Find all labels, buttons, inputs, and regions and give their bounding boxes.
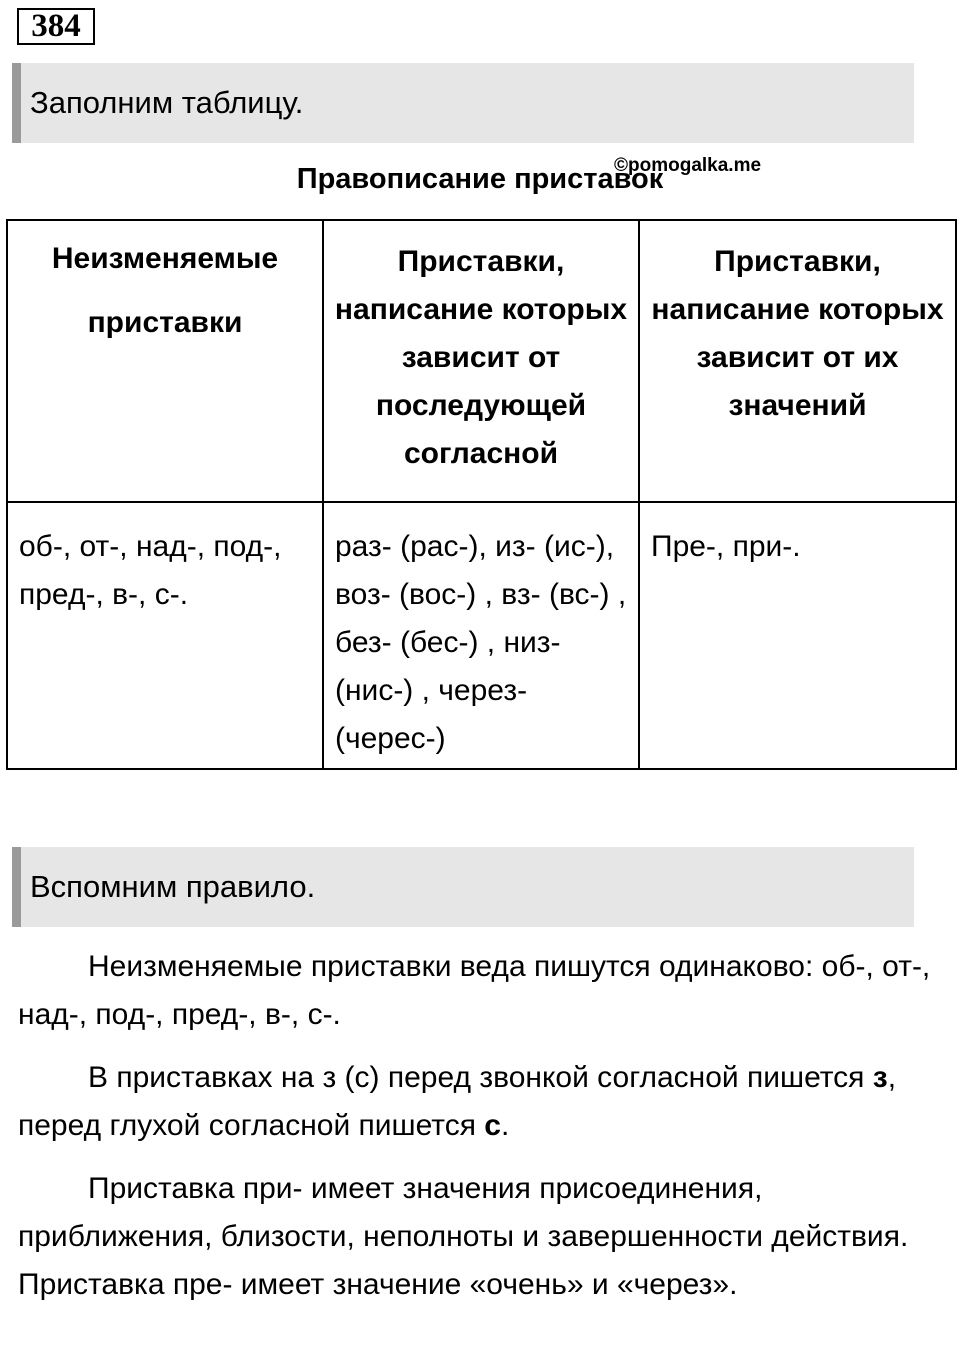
cell-unchangeable: об-, от-, над-, под-, пред-, в-, с-. — [7, 502, 323, 769]
table-title: Правописание приставок — [296, 163, 664, 195]
cell-consonant-dependent: раз- (рас-), из- (ис-), воз- (вос-) , вз- (вс-) , без- (бес-) , низ- (нис-) , через- (черес-) — [323, 502, 639, 769]
rule-text-2c: . — [500, 1109, 510, 1142]
header-unchangeable: Неизменяемые приставки — [7, 220, 323, 502]
watermark: ©pomogalka.me — [614, 155, 762, 176]
header-consonant-dependent: Приставки, написание которых зависит от последующей согласной — [323, 220, 639, 502]
exercise-number: 384 — [17, 8, 95, 45]
table-row — [7, 502, 956, 769]
rule-text-3: Приставка при- имеет значения присоединения, приближения, близости, неполноты и завершенности действия. Приставка пре- имеет значение «очень» и «через». — [18, 1172, 909, 1301]
header-meaning-dependent: Приставки, написание которых зависит от их значений — [639, 220, 956, 502]
rule-paragraph-3 — [18, 1165, 938, 1309]
rule-paragraph-1 — [18, 943, 938, 1039]
cell-meaning-dependent: Пре-, при-. — [639, 502, 956, 769]
bold-letter-s: с — [484, 1109, 501, 1142]
rule-bar: Вспомним правило. — [12, 847, 914, 927]
rule-text-2a: В приставках на з (с) перед звонкой согласной пишется — [88, 1061, 873, 1094]
rule-text-1: Неизменяемые приставки веда пишутся одинаково: об-, от-, над-, под-, пред-, в-, с-. — [18, 950, 931, 1031]
table-header-row — [7, 220, 956, 502]
intro-bar: Заполним таблицу. — [12, 63, 914, 143]
prefix-table — [6, 219, 957, 770]
rule-text-2b: , перед глухой согласной пишется — [18, 1061, 897, 1142]
bold-letter-z: з — [872, 1061, 888, 1094]
rule-paragraph-2 — [18, 1054, 938, 1150]
